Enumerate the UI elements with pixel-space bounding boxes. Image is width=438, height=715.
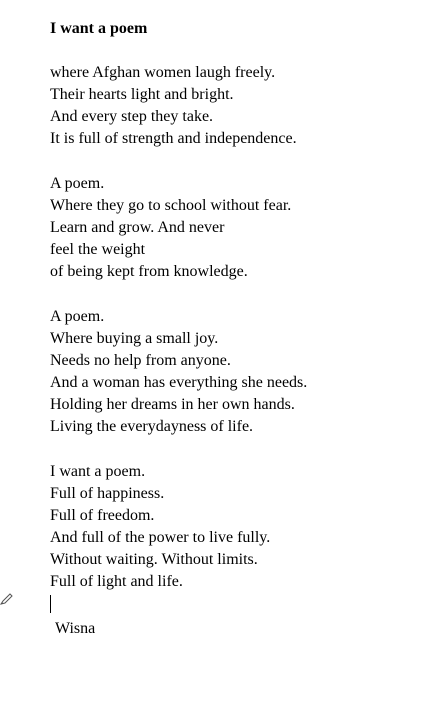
- author-signature: Wisna: [55, 620, 96, 637]
- poem-line: A poem.: [50, 308, 105, 325]
- poem-line: Without waiting. Without limits.: [50, 551, 258, 568]
- poem-line: Where buying a small joy.: [50, 330, 219, 347]
- poem-line: of being kept from knowledge.: [50, 263, 248, 280]
- poem-line: It is full of strength and independence.: [50, 130, 297, 147]
- poem-line: And every step they take.: [50, 108, 214, 125]
- poem-line: Full of happiness.: [50, 485, 165, 502]
- poem-line: A poem.: [50, 175, 105, 192]
- poem-line: feel the weight: [50, 241, 146, 258]
- pencil-edit-icon[interactable]: [0, 592, 14, 606]
- poem-line: Where they go to school without fear.: [50, 197, 292, 214]
- poem-line: Full of light and life.: [50, 573, 183, 590]
- poem-title: I want a poem: [50, 20, 148, 37]
- poem-line: Needs no help from anyone.: [50, 352, 231, 369]
- poem-line: Full of freedom.: [50, 507, 155, 524]
- poem-line: Learn and grow. And never: [50, 219, 225, 236]
- poem-line: Living the everydayness of life.: [50, 418, 254, 435]
- poem-line: where Afghan women laugh freely.: [50, 64, 276, 81]
- poem-line: And a woman has everything she needs.: [50, 374, 308, 391]
- poem-line: Their hearts light and bright.: [50, 86, 234, 103]
- poem-line: Holding her dreams in her own hands.: [50, 396, 295, 413]
- poem-line: And full of the power to live fully.: [50, 529, 271, 546]
- poem-line: I want a poem.: [50, 463, 146, 480]
- text-cursor[interactable]: [50, 595, 51, 613]
